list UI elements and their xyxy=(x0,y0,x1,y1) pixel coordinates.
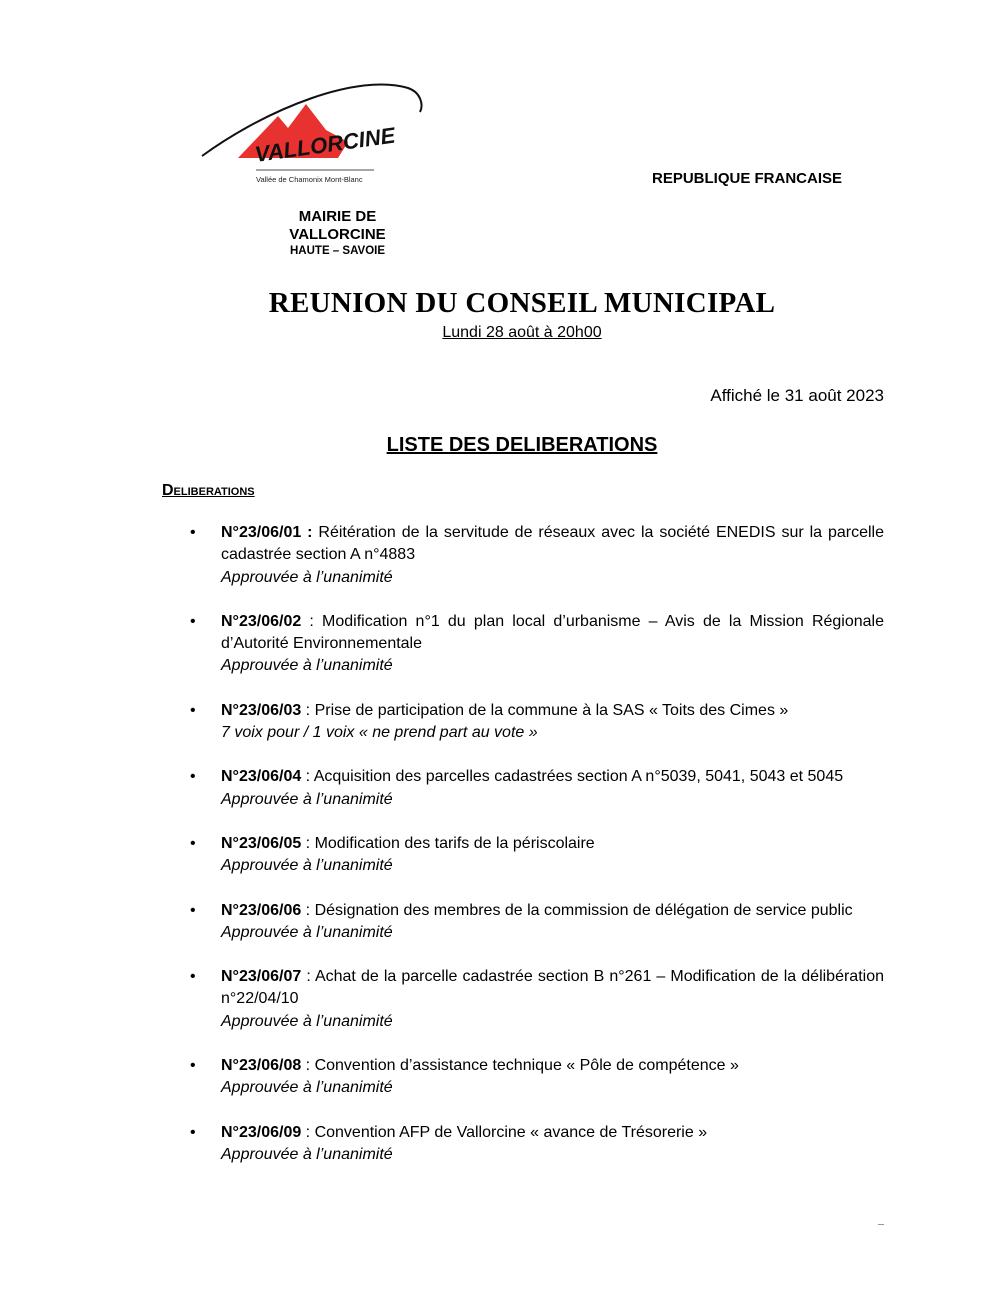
mairie-line-2: VALLORCINE xyxy=(289,226,386,243)
deliberation-result: Approuvée à l’unanimité xyxy=(221,657,393,675)
deliberation-description xyxy=(221,833,884,855)
list-item xyxy=(190,611,884,678)
deliberation-description xyxy=(221,966,884,1011)
list-item xyxy=(190,700,884,745)
deliberation-description xyxy=(221,1122,884,1144)
deliberation-number: N°23/06/02 xyxy=(221,612,302,630)
deliberation-description xyxy=(221,700,884,722)
bullet-icon: • xyxy=(190,524,196,541)
deliberation-result: Approuvée à l’unanimité xyxy=(221,923,393,941)
mairie-line-1: MAIRIE DE xyxy=(298,208,377,225)
bullet-icon: • xyxy=(190,834,196,852)
deliberation-number: N°23/06/03 xyxy=(221,701,302,719)
deliberation-result: Approuvée à l’unanimité xyxy=(221,1145,393,1163)
deliberation-text: : Achat de la parcelle cadastrée section B n°261 – Modification de la délibération n°22/04/10 xyxy=(221,968,884,1008)
deliberation-number: N°23/06/01 : xyxy=(221,524,313,541)
deliberation-result: Approuvée à l’unanimité xyxy=(221,857,393,875)
list-item xyxy=(190,522,884,589)
bullet-icon: • xyxy=(190,768,196,786)
meeting-date: Lundi 28 août à 20h00 xyxy=(442,324,602,341)
section-title: Deliberations xyxy=(162,482,255,499)
logo-mountain-icon xyxy=(198,78,430,188)
deliberation-result: Approuvée à l’unanimité xyxy=(221,568,393,586)
republique-francaise: REPUBLIQUE FRANCAISE xyxy=(652,170,843,187)
deliberation-text: : Prise de participation de la commune à la SAS « Toits des Cimes » xyxy=(301,701,789,719)
deliberation-text: : Convention d’assistance technique « Pôle de compétence » xyxy=(301,1057,739,1075)
deliberation-result: Approuvée à l’unanimité xyxy=(221,790,393,808)
list-item xyxy=(190,966,884,1033)
deliberation-result: Approuvée à l’unanimité xyxy=(221,1079,393,1097)
bullet-icon: • xyxy=(190,612,196,630)
deliberation-number: N°23/06/09 xyxy=(221,1123,302,1141)
bullet-icon: • xyxy=(190,1123,196,1141)
bullet-icon: • xyxy=(190,701,196,719)
posted-date: Affiché le 31 août 2023 xyxy=(710,386,884,405)
deliberation-text: : Acquisition des parcelles cadastrées section A n°5039, 5041, 5043 et 5045 xyxy=(301,768,844,786)
page-title: REUNION DU CONSEIL MUNICIPAL xyxy=(268,287,776,319)
deliberation-text: : Modification n°1 du plan local d’urbanisme – Avis de la Mission Régionale d’Autorité Environnementale xyxy=(221,612,884,653)
deliberation-text: Réitération de la servitude de réseaux avec la société ENEDIS sur la parcelle cadastrée section A n°4883 xyxy=(221,524,885,564)
deliberation-number: N°23/06/08 xyxy=(221,1057,302,1075)
deliberation-description xyxy=(221,522,884,567)
list-item xyxy=(190,1055,884,1100)
bullet-icon: • xyxy=(190,1057,196,1075)
deliberation-number: N°23/06/04 xyxy=(221,768,302,786)
list-item xyxy=(190,833,884,878)
deliberation-number: N°23/06/05 xyxy=(221,834,302,852)
deliberation-description xyxy=(221,611,884,656)
mairie-block xyxy=(280,208,395,259)
logo-subtitle: Vallée de Chamonix Mont-Blanc xyxy=(256,175,363,184)
page-mark xyxy=(878,1224,884,1225)
list-title: LISTE DES DELIBERATIONS xyxy=(386,434,658,456)
deliberation-result: Approuvée à l’unanimité xyxy=(221,1012,393,1030)
bullet-icon: • xyxy=(190,901,196,919)
logo-text: VALLORCINE xyxy=(253,122,397,167)
deliberation-list xyxy=(190,522,884,1188)
deliberation-description xyxy=(221,900,884,922)
deliberation-text: : Désignation des membres de la commission de délégation de service public xyxy=(301,901,853,919)
list-item xyxy=(190,766,884,811)
vallorcine-logo xyxy=(198,78,430,188)
deliberation-number: N°23/06/07 xyxy=(221,968,302,986)
list-item xyxy=(190,900,884,945)
deliberation-text: : Modification des tarifs de la périscolaire xyxy=(301,834,595,852)
deliberation-description xyxy=(221,1055,884,1077)
deliberation-description xyxy=(221,766,884,788)
mairie-line-3: HAUTE – SAVOIE xyxy=(290,245,385,257)
list-item xyxy=(190,1122,884,1167)
deliberation-number: N°23/06/06 xyxy=(221,901,302,919)
bullet-icon: • xyxy=(190,968,196,986)
deliberation-result: 7 voix pour / 1 voix « ne prend part au vote » xyxy=(221,724,538,742)
deliberation-text: : Convention AFP de Vallorcine « avance de Trésorerie » xyxy=(301,1123,708,1141)
